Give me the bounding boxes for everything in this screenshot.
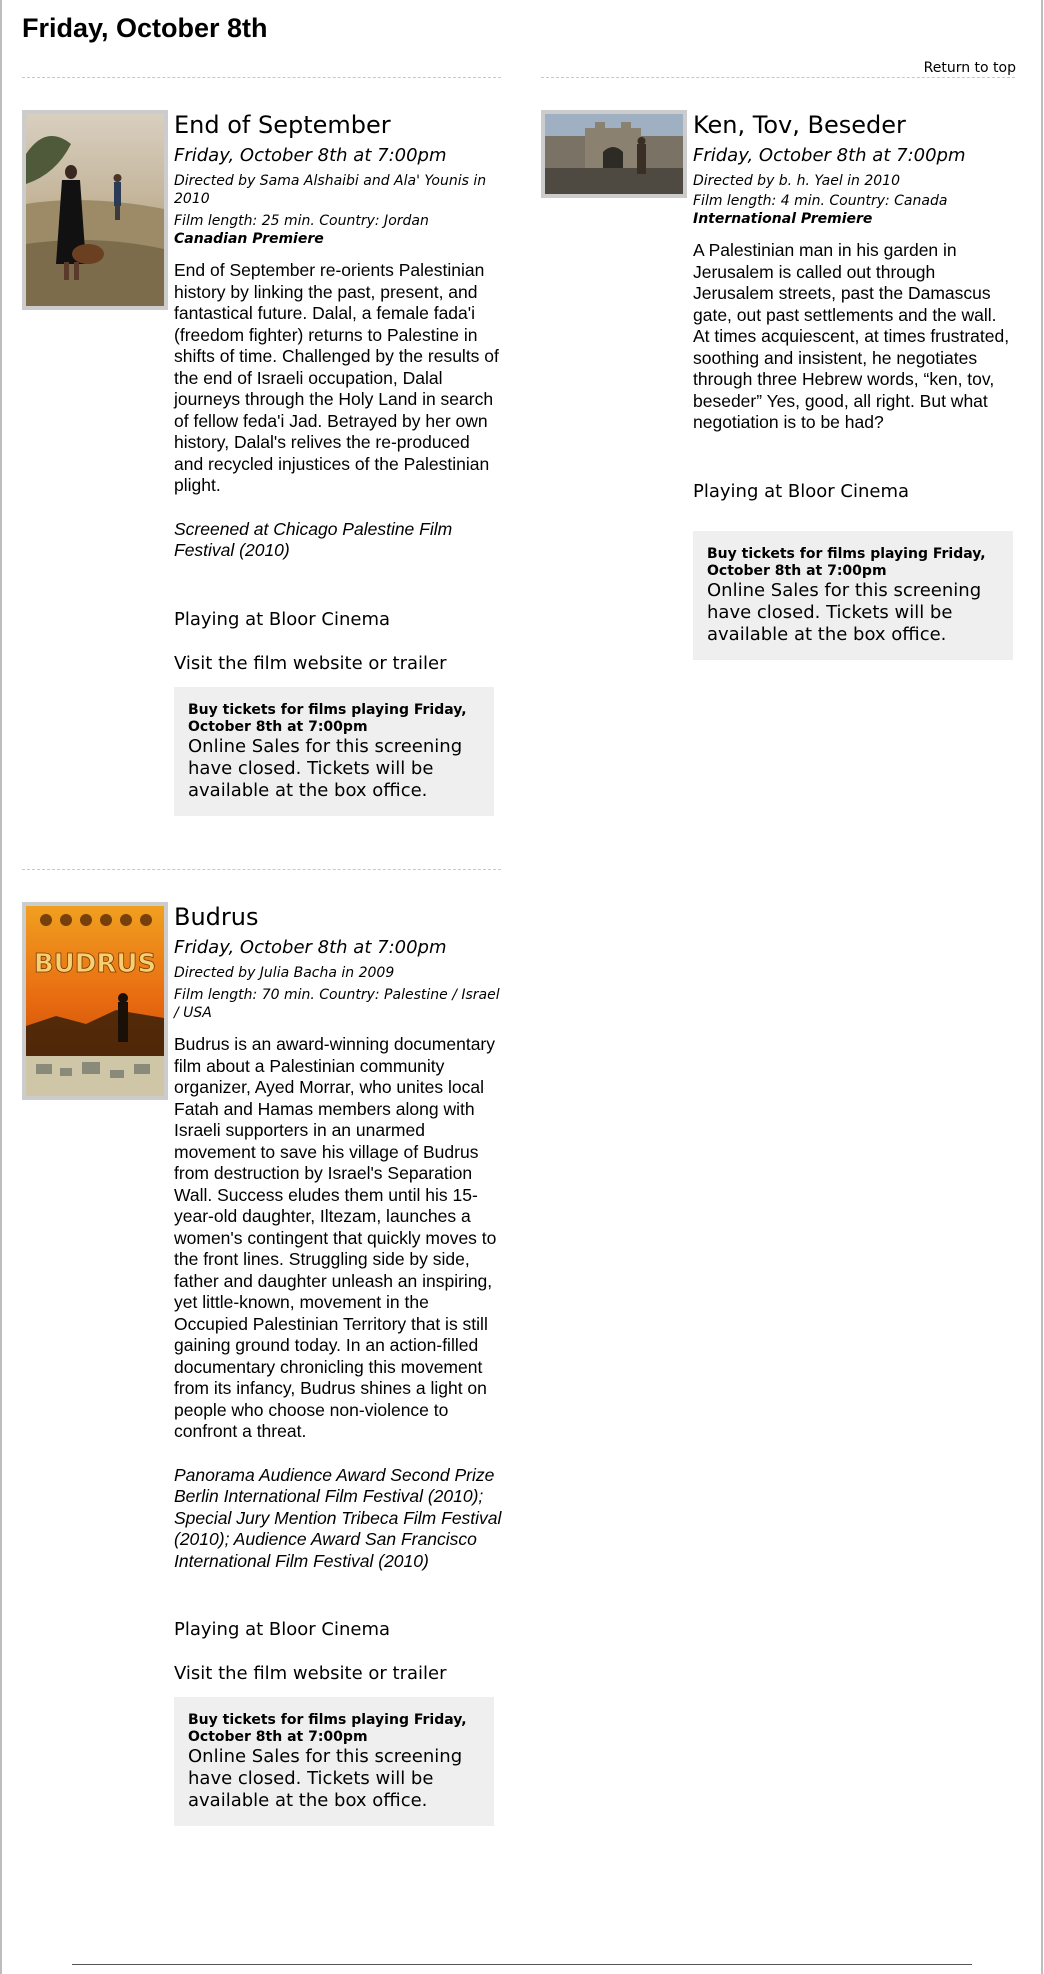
tickets-status: Online Sales for this screening have closed. Tickets will be available at the box office. — [707, 579, 982, 645]
length-country: Film length: 25 min. Country: Jordan — [174, 213, 429, 229]
film-poster-image — [26, 906, 164, 1096]
day-heading: Friday, October 8th — [22, 13, 268, 43]
length-country: Film length: 70 min. Country: Palestine / Israel / USA — [174, 987, 500, 1021]
screening-datetime: Friday, October 8th at 7:00pm — [174, 145, 447, 166]
premiere-badge: International Premiere — [693, 211, 873, 227]
film-info — [693, 110, 1015, 660]
film-website-link[interactable]: Visit the film website or trailer — [174, 652, 447, 674]
film-website-link[interactable]: Visit the film website or trailer — [174, 1663, 447, 1684]
film-description: A Palestinian man in his garden in Jerusalem is called out through Jerusalem streets, past the Damascus gate, out past settlements and the wall. At times acquiescent, at times frustrated, soothing and insistent, he negotiates through three Hebrew words, “ken, tov, beseder” Yes, good, all right. But what negotiation is to be had? — [693, 240, 1010, 432]
film-info — [174, 110, 502, 816]
venue-info: Playing at Bloor Cinema — [693, 480, 910, 502]
director-info: Directed by b. h. Yael in 2010 — [693, 173, 900, 189]
tickets-heading: Buy tickets for films playing Friday, October 8th at 7:00pm — [707, 545, 986, 579]
film-title[interactable]: Budrus — [174, 903, 259, 931]
screening-datetime: Friday, October 8th at 7:00pm — [174, 937, 447, 958]
divider — [541, 77, 1015, 78]
film-thumbnail[interactable] — [541, 110, 687, 198]
tickets-status: Online Sales for this screening have closed. Tickets will be available at the box office. — [188, 735, 463, 801]
venue-info: Playing at Bloor Cinema — [174, 1619, 391, 1640]
ticket-box — [174, 1697, 494, 1826]
footer-rule — [72, 1964, 972, 1965]
film-still-image — [26, 114, 164, 306]
film-description: Budrus is an award-winning documentary film about a Palestinian community organizer, Ayed Morrar, who unites local Fatah and Hamas members along with Israeli supporters in an unarmed movement to save his village of Budrus from destruction by Israel's Separation Wall. Success eludes them until his 15-year-old daughter, Iltezam, launches a women's contingent that quickly moves to the front lines. Struggling side by side, father and daughter unleash an inspiring, yet little-known, movement in the Occupied Palestinian Territory that is still gaining ground today. In an action-filled documentary chronicling this movement from its infancy, Budrus shines a light on people who choose non-violence to confront a threat. — [174, 1034, 497, 1441]
divider — [22, 77, 501, 78]
tickets-heading: Buy tickets for films playing Friday, October 8th at 7:00pm — [188, 1712, 467, 1745]
venue-info: Playing at Bloor Cinema — [174, 608, 391, 630]
director-info: Directed by Sama Alshaibi and Ala' Younis in 2010 — [174, 173, 487, 207]
page-border-right — [1041, 0, 1043, 1974]
film-thumbnail[interactable] — [22, 110, 168, 310]
page-border-left — [0, 0, 2, 1974]
premiere-badge: Canadian Premiere — [174, 231, 324, 247]
film-info — [174, 902, 502, 1826]
director-info: Directed by Julia Bacha in 2009 — [174, 965, 395, 981]
tickets-status: Online Sales for this screening have closed. Tickets will be available at the box office. — [188, 1746, 463, 1811]
film-title[interactable]: Ken, Tov, Beseder — [693, 111, 906, 139]
length-country: Film length: 4 min. Country: Canada — [693, 193, 948, 209]
ticket-box — [174, 687, 494, 816]
poster-title-text: BUDRUS — [33, 949, 157, 979]
film-title[interactable]: End of September — [174, 111, 391, 139]
film-description: End of September re-orients Palestinian history by linking the past, present, and fantastical future. Dalal, a female fada'i (freedom fighter) returns to Palestine in shifts of time. Challenged by the results of the end of Israeli occupation, Dalal journeys through the Holy Land in search of fellow feda'i Jad. Betrayed by her own history, Dalal's relives the re-produced and recycled injustices of the Palestinian plight. — [174, 260, 499, 495]
film-thumbnail[interactable] — [22, 902, 168, 1100]
screening-datetime: Friday, October 8th at 7:00pm — [693, 145, 966, 166]
tickets-heading: Buy tickets for films playing Friday, October 8th at 7:00pm — [188, 701, 467, 735]
film-awards: Panorama Audience Award Second Prize Berlin International Film Festival (2010); Special Jury Mention Tribeca Film Festival (2010); Audience Award San Francisco International Film Festival (2010) — [174, 1464, 502, 1571]
divider — [22, 869, 501, 870]
film-awards: Screened at Chicago Palestine Film Festival (2010) — [174, 518, 453, 560]
film-still-image — [545, 114, 683, 194]
return-to-top-link[interactable]: Return to top — [923, 60, 1016, 76]
ticket-box — [693, 531, 1013, 660]
